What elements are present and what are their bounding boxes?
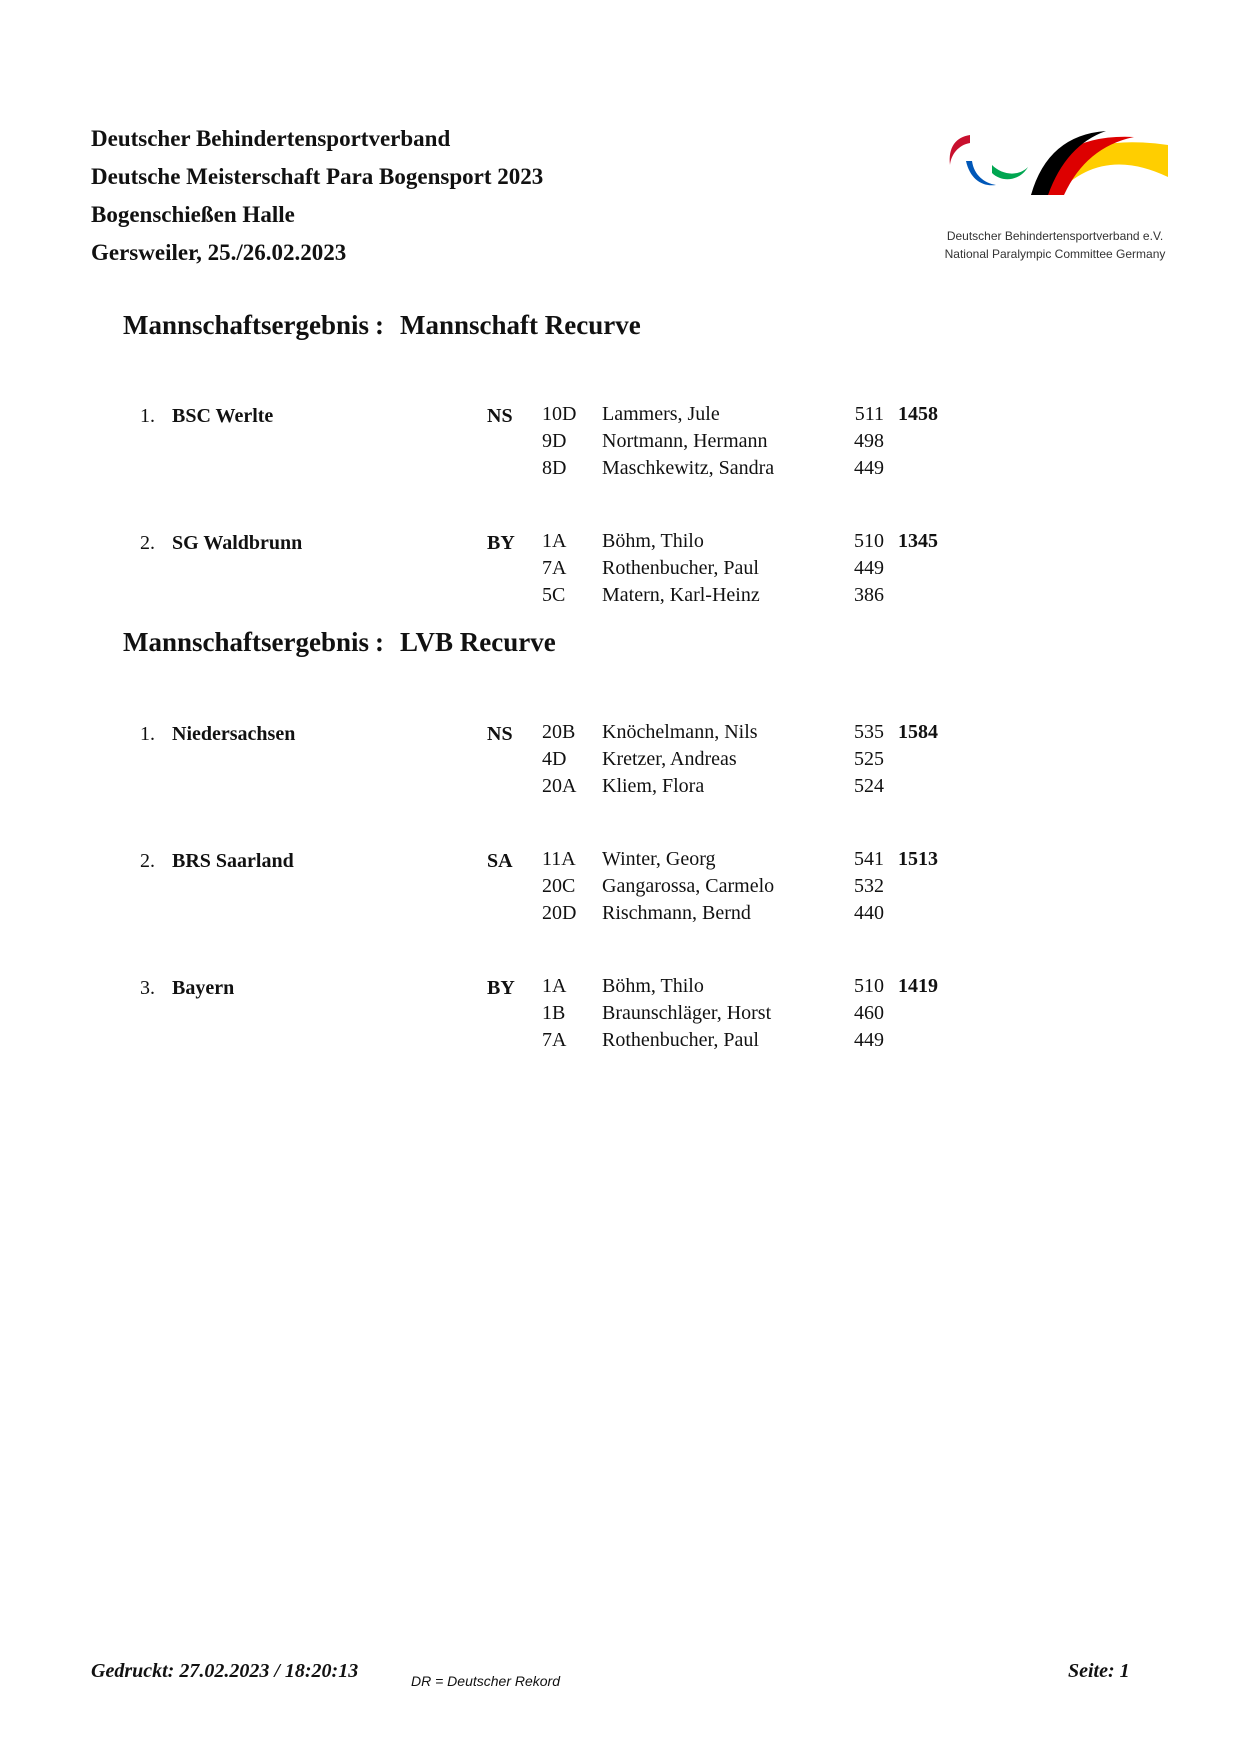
athlete-code: 7A xyxy=(542,557,567,579)
team-rank: 1. xyxy=(140,405,155,427)
athlete-code: 20C xyxy=(542,875,576,897)
team-total: 1458 xyxy=(898,403,938,425)
page-number: Seite: 1 xyxy=(1068,1660,1130,1682)
team-result xyxy=(0,522,1240,606)
athlete-score: 535 xyxy=(854,721,884,743)
athlete-score: 524 xyxy=(854,775,884,797)
team-name: BRS Saarland xyxy=(172,850,294,872)
athlete-row xyxy=(0,975,1240,1002)
athlete-code: 10D xyxy=(542,403,577,425)
section-separator: : xyxy=(375,627,385,657)
athlete-code: 7A xyxy=(542,1029,567,1051)
athlete-row xyxy=(0,748,1240,775)
team-rank: 2. xyxy=(140,532,155,554)
athlete-score: 460 xyxy=(854,1002,884,1024)
athlete-row xyxy=(0,530,1240,557)
athlete-name: Winter, Georg xyxy=(602,848,716,870)
athlete-name: Braunschläger, Horst xyxy=(602,1002,772,1024)
athlete-score: 510 xyxy=(854,975,884,997)
athlete-score: 511 xyxy=(854,403,884,425)
team-result xyxy=(0,967,1240,1051)
athlete-score: 498 xyxy=(854,430,884,452)
section-category: Mannschaft Recurve xyxy=(400,310,641,340)
athlete-score: 532 xyxy=(854,875,884,897)
team-rank: 1. xyxy=(140,723,155,745)
athlete-code: 20A xyxy=(542,775,577,797)
athlete-name: Knöchelmann, Nils xyxy=(602,721,758,743)
event-title: Deutsche Meisterschaft Para Bogensport 2023 xyxy=(91,164,544,189)
event-location-date: Gersweiler, 25./26.02.2023 xyxy=(91,240,347,265)
team-total: 1513 xyxy=(898,848,938,870)
section-label: Mannschaftsergebnis xyxy=(123,310,370,340)
athlete-score: 525 xyxy=(854,748,884,770)
team-region: NS xyxy=(487,723,513,745)
athlete-code: 20B xyxy=(542,721,576,743)
athlete-row xyxy=(0,902,1240,929)
section-label: Mannschaftsergebnis xyxy=(123,627,370,657)
athlete-code: 8D xyxy=(542,457,567,479)
athlete-row xyxy=(0,403,1240,430)
athlete-score: 449 xyxy=(854,1029,884,1051)
athlete-name: Matern, Karl-Heinz xyxy=(602,584,760,606)
section-category: LVB Recurve xyxy=(400,627,556,657)
team-rank: 3. xyxy=(140,977,155,999)
section-title xyxy=(123,310,641,341)
team-region: SA xyxy=(487,850,513,872)
athlete-row xyxy=(0,775,1240,802)
team-result xyxy=(0,840,1240,924)
organization-name: Deutscher Behindertensportverband xyxy=(91,126,451,151)
team-region: NS xyxy=(487,405,513,427)
athlete-code: 4D xyxy=(542,748,567,770)
team-region: BY xyxy=(487,532,515,554)
athlete-code: 1A xyxy=(542,530,567,552)
athlete-name: Kretzer, Andreas xyxy=(602,748,737,770)
athlete-score: 541 xyxy=(854,848,884,870)
athlete-code: 5C xyxy=(542,584,566,606)
team-region: BY xyxy=(487,977,515,999)
dbs-logo xyxy=(930,125,1180,265)
athlete-name: Rothenbucher, Paul xyxy=(602,557,759,579)
team-result xyxy=(0,395,1240,479)
athlete-row xyxy=(0,721,1240,748)
athlete-row xyxy=(0,430,1240,457)
athlete-score: 449 xyxy=(854,557,884,579)
athlete-name: Gangarossa, Carmelo xyxy=(602,875,775,897)
athlete-row xyxy=(0,557,1240,584)
athlete-name: Böhm, Thilo xyxy=(602,975,704,997)
logo-caption-npc: National Paralympic Committee Germany xyxy=(944,247,1166,261)
athlete-code: 11A xyxy=(542,848,576,870)
athlete-row xyxy=(0,1029,1240,1056)
athlete-name: Kliem, Flora xyxy=(602,775,705,797)
athlete-code: 20D xyxy=(542,902,577,924)
printed-timestamp: Gedruckt: 27.02.2023 / 18:20:13 xyxy=(91,1660,359,1682)
athlete-name: Nortmann, Hermann xyxy=(602,430,768,452)
athlete-code: 9D xyxy=(542,430,567,452)
athlete-score: 440 xyxy=(854,902,884,924)
event-discipline: Bogenschießen Halle xyxy=(91,202,295,227)
athlete-name: Maschkewitz, Sandra xyxy=(602,457,775,479)
athlete-name: Böhm, Thilo xyxy=(602,530,704,552)
athlete-row xyxy=(0,875,1240,902)
record-legend: DR = Deutscher Rekord xyxy=(411,1673,561,1689)
logo-caption-org: Deutscher Behindertensportverband e.V. xyxy=(946,229,1164,243)
athlete-name: Rischmann, Bernd xyxy=(602,902,751,924)
document-header xyxy=(91,120,543,272)
athlete-score: 449 xyxy=(854,457,884,479)
athlete-row xyxy=(0,457,1240,484)
athlete-score: 510 xyxy=(854,530,884,552)
athlete-code: 1B xyxy=(542,1002,566,1024)
athlete-name: Rothenbucher, Paul xyxy=(602,1029,759,1051)
team-total: 1345 xyxy=(898,530,938,552)
section-separator: : xyxy=(375,310,385,340)
team-total: 1419 xyxy=(898,975,938,997)
section-title xyxy=(123,627,556,658)
team-name: Bayern xyxy=(172,977,235,999)
team-total: 1584 xyxy=(898,721,938,743)
team-name: BSC Werlte xyxy=(172,405,274,427)
team-rank: 2. xyxy=(140,850,155,872)
team-result xyxy=(0,713,1240,797)
team-name: Niedersachsen xyxy=(172,723,296,745)
athlete-code: 1A xyxy=(542,975,567,997)
paralympic-agitos-flag-icon xyxy=(936,125,1174,225)
team-name: SG Waldbrunn xyxy=(172,532,303,554)
athlete-row xyxy=(0,584,1240,611)
athlete-row xyxy=(0,848,1240,875)
athlete-score: 386 xyxy=(854,584,884,606)
athlete-row xyxy=(0,1002,1240,1029)
athlete-name: Lammers, Jule xyxy=(602,403,720,425)
